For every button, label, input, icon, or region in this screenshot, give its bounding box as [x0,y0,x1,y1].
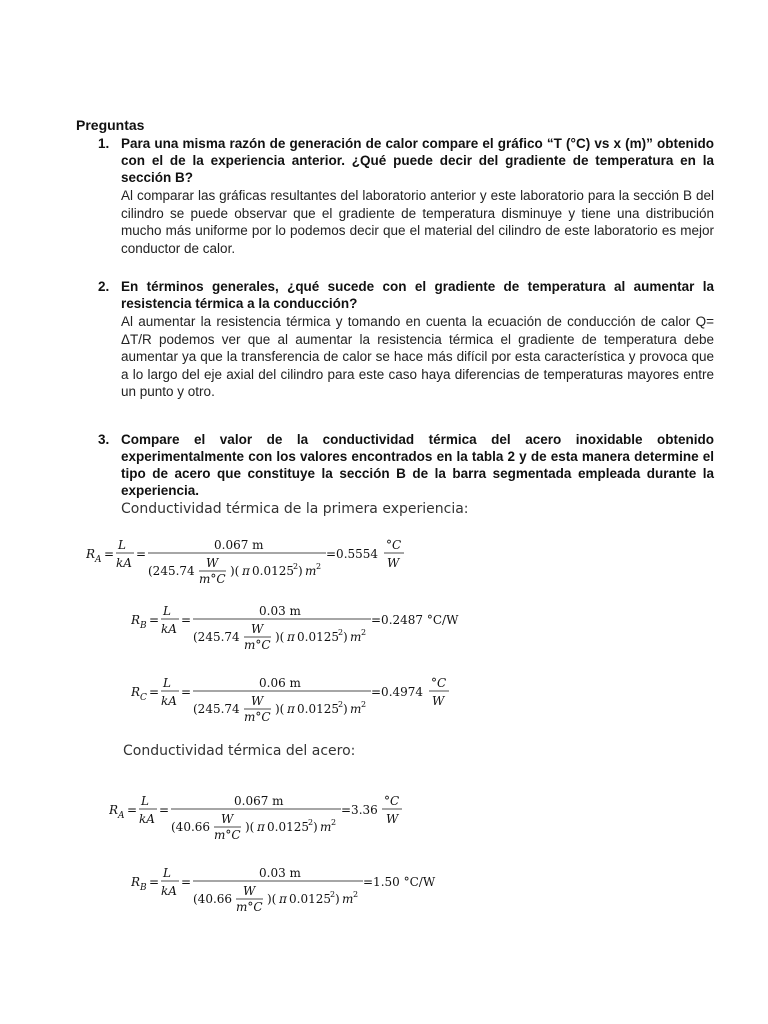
svg-text:A: A [95,555,102,565]
question-2-number: 2. [98,279,110,294]
svg-text:π: π [279,892,287,906]
svg-text:0.0125: 0.0125 [297,702,339,716]
svg-text:2: 2 [293,562,299,571]
question-1-number: 1. [98,136,110,151]
svg-text:(245.74: (245.74 [193,702,240,716]
svg-text:0.067 m: 0.067 m [214,538,264,552]
svg-text:0.0125: 0.0125 [267,820,309,834]
svg-text:L: L [163,604,171,618]
svg-text:C: C [140,693,147,703]
svg-text:=: = [127,803,138,817]
svg-text:=0.2487 °C/W: =0.2487 °C/W [371,613,459,627]
svg-text:m: m [350,630,362,644]
svg-text:(40.66: (40.66 [193,892,233,906]
svg-text:)(: )( [245,820,255,834]
svg-text:2: 2 [361,700,367,709]
svg-text:W: W [432,694,445,708]
svg-text:2: 2 [338,628,344,637]
question-2-text: En términos generales, ¿qué sucede con el gradiente de temperatura al aumentar la resistencia térmica a la conducción? [121,279,714,311]
svg-text:2: 2 [353,890,359,899]
svg-text:R: R [109,803,119,817]
svg-text:B: B [140,883,147,893]
svg-text:π: π [242,564,250,578]
answer-1-text: Al comparar las gráficas resultantes del laboratorio anterior y este laboratorio para la sección B del cilindro se puede observar que el gradiente de temperatura disminuye y tiene una distribución mucho más uniforme por lo podemos decir que el material del cilindro de este laboratorio es mejor conductor de calor. [121,188,714,256]
svg-text:R: R [131,685,141,699]
svg-text:L: L [118,538,126,552]
svg-text:=: = [159,803,170,817]
svg-text:)(: )( [267,892,277,906]
svg-text:): ) [343,702,348,716]
svg-text:=: = [149,613,160,627]
svg-text:0.06 m: 0.06 m [259,676,301,690]
svg-text:=: = [149,685,160,699]
svg-text:W: W [221,812,234,826]
svg-text:)(: )( [275,630,285,644]
svg-text:R: R [131,875,141,889]
svg-text:(245.74: (245.74 [148,564,195,578]
svg-text:): ) [298,564,303,578]
svg-text:B: B [140,621,147,631]
subheading-steel: Conductividad térmica del acero: [123,743,356,759]
svg-text:W: W [243,884,256,898]
svg-text:kA: kA [139,812,155,826]
question-3-number: 3. [98,432,110,447]
svg-text:(245.74: (245.74 [193,630,240,644]
svg-text:)(: )( [230,564,240,578]
svg-text:=: = [181,875,192,889]
equation-rb-steel [131,863,461,919]
equation-rc-first [131,673,471,729]
svg-text:2: 2 [316,562,322,571]
svg-text:=0.5554: =0.5554 [326,547,379,561]
svg-text:(40.66: (40.66 [171,820,211,834]
svg-text:2: 2 [330,890,336,899]
svg-text:π: π [287,702,295,716]
svg-text:=: = [149,875,160,889]
equation-rb-first [131,601,481,657]
svg-text:=: = [181,613,192,627]
svg-text:m°C: m°C [244,710,271,724]
svg-text:=: = [136,547,147,561]
svg-text:W: W [386,812,399,826]
svg-text:π: π [287,630,295,644]
svg-text:=: = [104,547,115,561]
svg-text:0.0125: 0.0125 [289,892,331,906]
svg-text:W: W [387,556,400,570]
svg-text:2: 2 [338,700,344,709]
svg-text:2: 2 [331,818,337,827]
svg-text:0.0125: 0.0125 [252,564,294,578]
svg-text:kA: kA [116,556,132,570]
svg-text:=0.4974: =0.4974 [371,685,424,699]
section-heading: Preguntas [76,117,145,133]
svg-text:W: W [251,622,264,636]
svg-text:=1.50 °C/W: =1.50 °C/W [363,875,436,889]
svg-text:kA: kA [161,622,177,636]
svg-text:m°C: m°C [236,900,263,914]
equation-ra-steel [109,791,429,847]
svg-text:kA: kA [161,694,177,708]
svg-text:m°C: m°C [199,572,226,586]
svg-text:R: R [86,547,96,561]
svg-text:°C: °C [431,676,447,690]
svg-text:=: = [181,685,192,699]
svg-text:=3.36: =3.36 [341,803,378,817]
subheading-first-experience: Conductividad térmica de la primera experiencia: [121,501,469,517]
svg-text:0.0125: 0.0125 [297,630,339,644]
svg-text:2: 2 [361,628,367,637]
svg-text:m°C: m°C [244,638,271,652]
svg-text:kA: kA [161,884,177,898]
svg-text:π: π [257,820,265,834]
svg-text:A: A [118,811,125,821]
svg-text:W: W [251,694,264,708]
equation-ra-first [86,535,426,591]
answer-2-text: Al aumentar la resistencia térmica y tomando en cuenta la ecuación de conducción de calor Q= ΔT/R podemos ver que al aumentar la resistencia térmica el gradiente de temperatura debe aumentar ya que la transferencia de calor se hace más difícil por esta característica y provoca que a lo largo del eje axial del cilindro para este caso haya diferencias de temperaturas mayores entre un punto y otro. [121,314,714,399]
question-1-text: Para una misma razón de generación de calor compare el gráfico “T (°C) vs x (m)” obtenido con el de la experiencia anterior. ¿Qué puede decir del gradiente de temperatura en la sección B? [121,136,714,185]
svg-text:°C: °C [386,538,402,552]
svg-text:R: R [131,613,141,627]
svg-text:0.03 m: 0.03 m [259,866,301,880]
svg-text:L: L [163,676,171,690]
svg-text:)(: )( [275,702,285,716]
svg-text:m: m [350,702,362,716]
svg-text:W: W [206,556,219,570]
question-3-text: Compare el valor de la conductividad térmica del acero inoxidable obtenido experimentalmente con los valores encontrados en la tabla 2 y de esta manera determine el tipo de acero que constituye la sección B de la barra segmentada empleada durante la experiencia. [121,432,714,498]
svg-text:m: m [305,564,317,578]
svg-text:L: L [163,866,171,880]
svg-text:): ) [343,630,348,644]
svg-text:m°C: m°C [214,828,241,842]
svg-text:0.067 m: 0.067 m [234,794,284,808]
svg-text:°C: °C [384,794,400,808]
svg-text:L: L [141,794,149,808]
svg-text:): ) [335,892,340,906]
svg-text:0.03 m: 0.03 m [259,604,301,618]
svg-text:): ) [313,820,318,834]
svg-text:2: 2 [308,818,314,827]
svg-text:m: m [320,820,332,834]
svg-text:m: m [342,892,354,906]
